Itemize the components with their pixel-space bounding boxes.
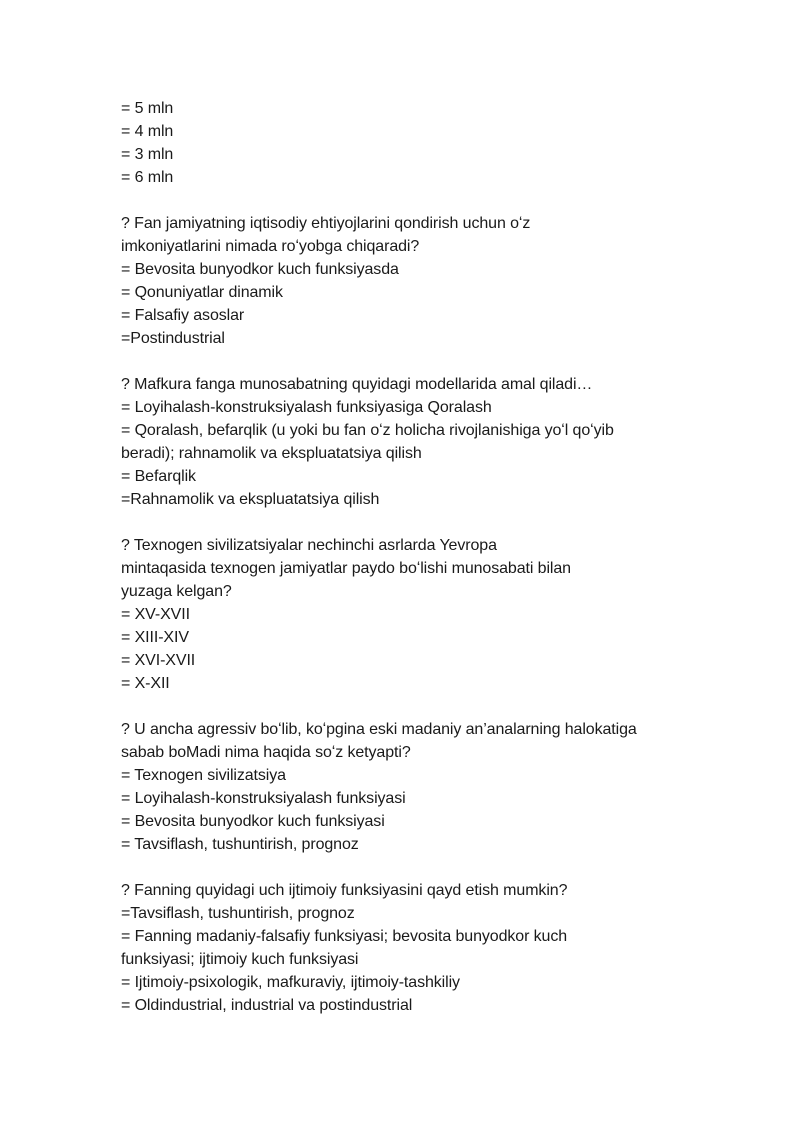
question-text: sabab boMadi nima haqida soʻz ketyapti? xyxy=(121,744,411,761)
answer-option: = XVI-XVII xyxy=(121,652,196,669)
answer-option: = Ijtimoiy-psixologik, mafkuraviy, ijtimoiy-tashkiliy xyxy=(121,974,460,991)
question-text: mintaqasida texnogen jamiyatlar paydo boʻlishi munosabati bilan xyxy=(121,560,571,577)
question-text: yuzaga kelgan? xyxy=(121,583,232,600)
question-text: ? Fan jamiyatning iqtisodiy ehtiyojlarini qondirish uchun oʻz xyxy=(121,215,531,232)
answer-option: = Loyihalash-konstruksiyalash funksiyasiga Qoralash xyxy=(121,399,492,416)
answer-option: = XV-XVII xyxy=(121,606,190,623)
question-block-5 xyxy=(121,879,721,1017)
answer-option: = Bevosita bunyodkor kuch funksiyasda xyxy=(121,261,399,278)
document-content xyxy=(121,97,721,1040)
question-block-4 xyxy=(121,718,721,856)
answer-option: = Befarqlik xyxy=(121,468,196,485)
answer-option: =Rahnamolik va ekspluatatsiya qilish xyxy=(121,491,380,508)
question-text: ? Mafkura fanga munosabatning quyidagi modellarida amal qiladi… xyxy=(121,376,593,393)
answer-option: funksiyasi; ijtimoiy kuch funksiyasi xyxy=(121,951,359,968)
answer-option: = X-XII xyxy=(121,675,170,692)
answer-option: = Tavsiflash, tushuntirish, prognoz xyxy=(121,836,359,853)
answer-option: =Tavsiflash, tushuntirish, prognoz xyxy=(121,905,355,922)
answer-option: = 3 mln xyxy=(121,146,174,163)
answer-option: = Texnogen sivilizatsiya xyxy=(121,767,286,784)
answer-option: = Loyihalash-konstruksiyalash funksiyasi xyxy=(121,790,406,807)
question-text: ? Texnogen sivilizatsiyalar nechinchi asrlarda Yevropa xyxy=(121,537,497,554)
question-text: imkoniyatlarini nimada roʻyobga chiqaradi? xyxy=(121,238,420,255)
answer-option: = Fanning madaniy-falsafiy funksiyasi; bevosita bunyodkor kuch xyxy=(121,928,568,945)
answer-block-top xyxy=(121,97,721,189)
answer-option: = 5 mln xyxy=(121,100,174,117)
answer-option: beradi); rahnamolik va ekspluatatsiya qilish xyxy=(121,445,422,462)
answer-option: = Oldindustrial, industrial va postindustrial xyxy=(121,997,413,1014)
answer-option: = 4 mln xyxy=(121,123,174,140)
question-block-1 xyxy=(121,212,721,350)
answer-option: = 6 mln xyxy=(121,169,174,186)
answer-option: =Postindustrial xyxy=(121,330,225,347)
question-text: ? U ancha agressiv boʻlib, koʻpgina eski madaniy an’analarning halokatiga xyxy=(121,721,637,738)
answer-option: = XIII-XIV xyxy=(121,629,189,646)
question-block-2 xyxy=(121,373,721,511)
answer-option: = Qoralash, befarqlik (u yoki bu fan oʻz holicha rivojlanishiga yoʻl qoʻyib xyxy=(121,422,614,439)
question-block-3 xyxy=(121,534,721,695)
answer-option: = Falsafiy asoslar xyxy=(121,307,245,324)
question-text: ? Fanning quyidagi uch ijtimoiy funksiyasini qayd etish mumkin? xyxy=(121,882,568,899)
answer-option: = Qonuniyatlar dinamik xyxy=(121,284,283,301)
answer-option: = Bevosita bunyodkor kuch funksiyasi xyxy=(121,813,385,830)
